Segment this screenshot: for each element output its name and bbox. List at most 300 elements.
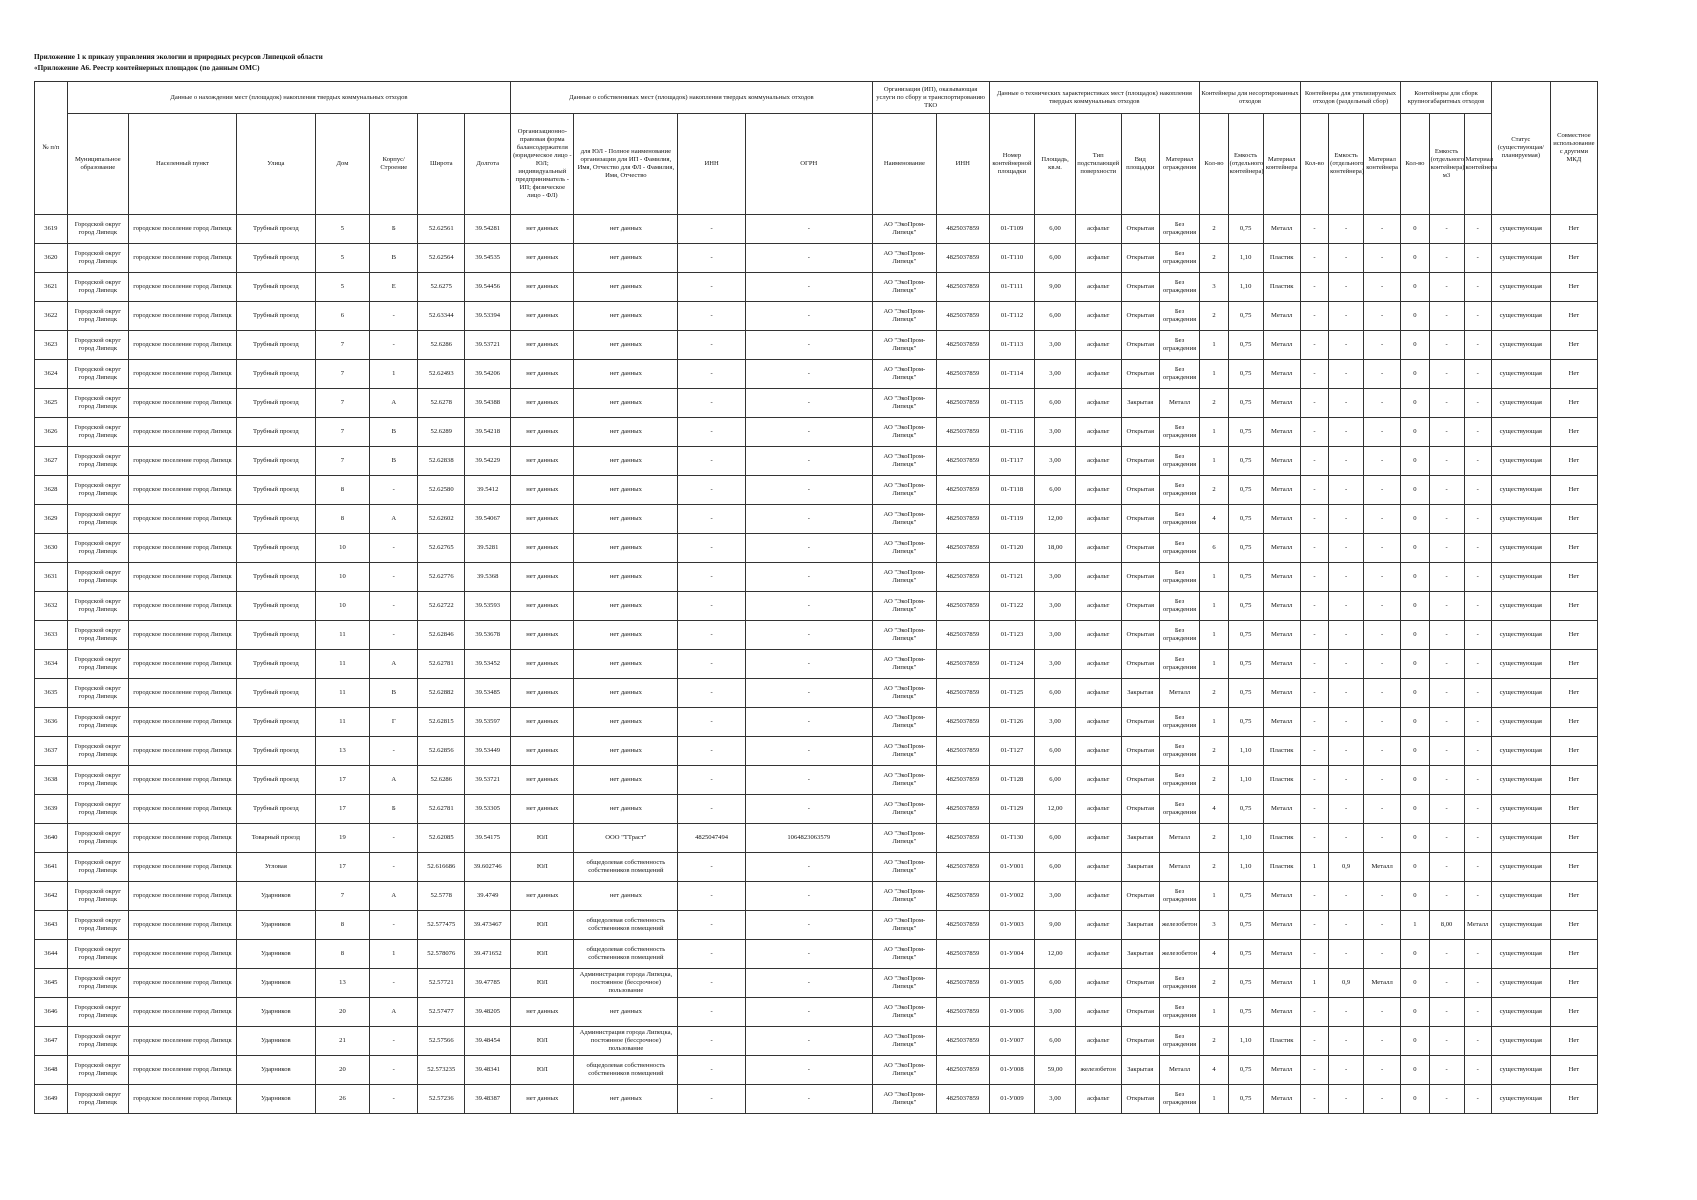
cell-operator-name: АО "ЭкоПром-Липецк"	[872, 679, 936, 708]
cell-unsorted-qty: 1	[1200, 563, 1228, 592]
cell-unsorted-material: Металл	[1263, 1085, 1300, 1114]
cell-bulky-volume: -	[1429, 795, 1464, 824]
col-recyclable-volume-header: Емкость (отдельного контейнера)	[1329, 114, 1364, 215]
cell-site-number: 01-Т123	[989, 621, 1035, 650]
cell-house: 19	[315, 824, 370, 853]
cell-bulky-qty: 0	[1401, 969, 1429, 998]
cell-settlement: городское поселение город Липецк	[128, 766, 236, 795]
cell-unsorted-qty: 1	[1200, 708, 1228, 737]
cell-legal-form: ЮЛ	[511, 911, 574, 940]
cell-building: В	[370, 447, 418, 476]
cell-settlement: городское поселение город Липецк	[128, 998, 236, 1027]
cell-operator-inn: 4825037859	[937, 853, 989, 882]
cell-area: 3,00	[1035, 418, 1075, 447]
cell-bulky-volume: -	[1429, 534, 1464, 563]
col-building-header: Корпус/Строение	[370, 114, 418, 215]
cell-street: Ударников	[237, 1056, 316, 1085]
cell-unsorted-material: Металл	[1263, 1056, 1300, 1085]
table-row	[35, 505, 1598, 534]
cell-status: существующая	[1491, 911, 1550, 940]
cell-recyclable-qty: -	[1300, 331, 1328, 360]
cell-operator-inn: 4825037859	[937, 273, 989, 302]
col-unsorted-volume-header: Емкость (отдельного контейнера)	[1228, 114, 1263, 215]
cell-recyclable-volume: -	[1329, 824, 1364, 853]
cell-municipality: Городской округ город Липецк	[67, 418, 128, 447]
cell-operator-name: АО "ЭкоПром-Липецк"	[872, 1056, 936, 1085]
cell-fence: Без ограждения	[1159, 650, 1199, 679]
cell-recyclable-qty: -	[1300, 505, 1328, 534]
cell-unsorted-volume: 0,75	[1228, 215, 1263, 244]
col-num-header: № п/п	[35, 82, 68, 215]
cell-surface: асфальт	[1075, 708, 1121, 737]
cell-latitude: 52.62564	[418, 244, 465, 273]
cell-num: 3635	[35, 679, 68, 708]
cell-site-type: Открытая	[1121, 505, 1159, 534]
cell-site-type: Открытая	[1121, 215, 1159, 244]
cell-latitude: 52.6278	[418, 389, 465, 418]
cell-fence: железобетон	[1159, 911, 1199, 940]
cell-latitude: 52.62765	[418, 534, 465, 563]
table-row	[35, 795, 1598, 824]
cell-building: А	[370, 650, 418, 679]
cell-unsorted-qty: 4	[1200, 940, 1228, 969]
cell-fence: Без ограждения	[1159, 998, 1199, 1027]
cell-bulky-material: -	[1464, 853, 1491, 882]
cell-num: 3623	[35, 331, 68, 360]
cell-status: существующая	[1491, 1085, 1550, 1114]
cell-site-type: Открытая	[1121, 592, 1159, 621]
cell-street: Трубный проезд	[237, 360, 316, 389]
cell-building: В	[370, 418, 418, 447]
cell-owner-name: Администрация города Липецка, постоянное (бессрочное) пользование	[574, 969, 678, 998]
cell-shared: Нет	[1550, 447, 1597, 476]
cell-recyclable-material: -	[1364, 592, 1401, 621]
cell-longitude: 39.53485	[465, 679, 511, 708]
cell-site-number: 01-Т118	[989, 476, 1035, 505]
col-shared-header: Совместное использование с другими МКД	[1550, 82, 1597, 215]
cell-owner-ogrn: -	[745, 476, 872, 505]
cell-operator-inn: 4825037859	[937, 969, 989, 998]
cell-latitude: 52.62561	[418, 215, 465, 244]
cell-site-type: Открытая	[1121, 621, 1159, 650]
cell-latitude: 52.62580	[418, 476, 465, 505]
cell-site-type: Открытая	[1121, 1085, 1159, 1114]
cell-owner-ogrn: -	[745, 766, 872, 795]
cell-bulky-volume: -	[1429, 215, 1464, 244]
cell-num: 3641	[35, 853, 68, 882]
cell-legal-form: ЮЛ	[511, 1056, 574, 1085]
cell-fence: железобетон	[1159, 940, 1199, 969]
cell-house: 8	[315, 911, 370, 940]
cell-bulky-qty: 0	[1401, 1056, 1429, 1085]
cell-surface: железобетон	[1075, 1056, 1121, 1085]
cell-status: существующая	[1491, 795, 1550, 824]
cell-recyclable-volume: -	[1329, 534, 1364, 563]
cell-recyclable-volume: 0,9	[1329, 969, 1364, 998]
cell-recyclable-qty: -	[1300, 302, 1328, 331]
cell-surface: асфальт	[1075, 882, 1121, 911]
cell-site-number: 01-Т109	[989, 215, 1035, 244]
cell-unsorted-volume: 0,75	[1228, 447, 1263, 476]
cell-fence: Без ограждения	[1159, 215, 1199, 244]
cell-house: 17	[315, 853, 370, 882]
cell-shared: Нет	[1550, 998, 1597, 1027]
cell-site-type: Открытая	[1121, 302, 1159, 331]
cell-legal-form: нет данных	[511, 476, 574, 505]
cell-surface: асфальт	[1075, 737, 1121, 766]
table-row	[35, 215, 1598, 244]
cell-num: 3642	[35, 882, 68, 911]
cell-municipality: Городской округ город Липецк	[67, 882, 128, 911]
cell-owner-ogrn: -	[745, 534, 872, 563]
cell-municipality: Городской округ город Липецк	[67, 331, 128, 360]
cell-site-number: 01-У006	[989, 998, 1035, 1027]
cell-operator-name: АО "ЭкоПром-Липецк"	[872, 505, 936, 534]
cell-area: 3,00	[1035, 650, 1075, 679]
cell-recyclable-qty: -	[1300, 389, 1328, 418]
col-municipality-header: Муниципальное образование	[67, 114, 128, 215]
cell-municipality: Городской округ город Липецк	[67, 534, 128, 563]
cell-area: 6,00	[1035, 1027, 1075, 1056]
cell-recyclable-material: -	[1364, 534, 1401, 563]
cell-bulky-material: -	[1464, 360, 1491, 389]
cell-owner-ogrn: -	[745, 389, 872, 418]
cell-owner-ogrn: -	[745, 679, 872, 708]
cell-municipality: Городской округ город Липецк	[67, 708, 128, 737]
cell-shared: Нет	[1550, 244, 1597, 273]
cell-legal-form: нет данных	[511, 708, 574, 737]
cell-num: 3621	[35, 273, 68, 302]
group-tech-header: Данные о технических характеристиках мест (площадок) накопления твердых коммунальных отходов	[989, 82, 1200, 114]
cell-unsorted-qty: 2	[1200, 679, 1228, 708]
cell-recyclable-material: -	[1364, 360, 1401, 389]
cell-area: 6,00	[1035, 244, 1075, 273]
cell-house: 11	[315, 650, 370, 679]
cell-legal-form: нет данных	[511, 273, 574, 302]
cell-num: 3620	[35, 244, 68, 273]
cell-bulky-material: -	[1464, 302, 1491, 331]
cell-recyclable-material: -	[1364, 621, 1401, 650]
cell-latitude: 52.62493	[418, 360, 465, 389]
cell-municipality: Городской округ город Липецк	[67, 679, 128, 708]
cell-surface: асфальт	[1075, 302, 1121, 331]
cell-recyclable-material: -	[1364, 215, 1401, 244]
cell-site-number: 01-У002	[989, 882, 1035, 911]
cell-owner-name: нет данных	[574, 679, 678, 708]
cell-street: Ударников	[237, 940, 316, 969]
cell-unsorted-qty: 3	[1200, 273, 1228, 302]
cell-operator-inn: 4825037859	[937, 505, 989, 534]
cell-shared: Нет	[1550, 302, 1597, 331]
cell-house: 7	[315, 882, 370, 911]
header-columns-row	[35, 114, 1598, 215]
cell-owner-ogrn: -	[745, 360, 872, 389]
cell-house: 7	[315, 389, 370, 418]
cell-owner-ogrn: -	[745, 737, 872, 766]
cell-unsorted-material: Пластик	[1263, 1027, 1300, 1056]
cell-owner-inn: -	[678, 940, 746, 969]
cell-site-number: 01-У001	[989, 853, 1035, 882]
cell-owner-inn: -	[678, 476, 746, 505]
cell-recyclable-qty: -	[1300, 1056, 1328, 1085]
cell-municipality: Городской округ город Липецк	[67, 215, 128, 244]
cell-area: 12,00	[1035, 795, 1075, 824]
cell-building: А	[370, 766, 418, 795]
cell-bulky-material: -	[1464, 795, 1491, 824]
cell-unsorted-material: Металл	[1263, 331, 1300, 360]
table-row	[35, 534, 1598, 563]
table-row	[35, 824, 1598, 853]
cell-num: 3619	[35, 215, 68, 244]
cell-settlement: городское поселение город Липецк	[128, 215, 236, 244]
cell-bulky-volume: -	[1429, 1085, 1464, 1114]
cell-bulky-material: -	[1464, 708, 1491, 737]
cell-house: 20	[315, 1056, 370, 1085]
col-house-header: Дом	[315, 114, 370, 215]
cell-recyclable-volume: -	[1329, 1085, 1364, 1114]
cell-longitude: 39.54281	[465, 215, 511, 244]
cell-owner-name: нет данных	[574, 360, 678, 389]
cell-recyclable-material: -	[1364, 650, 1401, 679]
cell-unsorted-volume: 0,75	[1228, 563, 1263, 592]
cell-site-type: Открытая	[1121, 360, 1159, 389]
cell-bulky-qty: 0	[1401, 273, 1429, 302]
table-row	[35, 389, 1598, 418]
cell-house: 21	[315, 1027, 370, 1056]
cell-bulky-qty: 0	[1401, 679, 1429, 708]
table-row	[35, 766, 1598, 795]
cell-recyclable-material: -	[1364, 708, 1401, 737]
cell-house: 13	[315, 737, 370, 766]
cell-recyclable-volume: -	[1329, 418, 1364, 447]
cell-num: 3647	[35, 1027, 68, 1056]
cell-operator-inn: 4825037859	[937, 418, 989, 447]
cell-longitude: 39.48341	[465, 1056, 511, 1085]
cell-house: 7	[315, 447, 370, 476]
cell-house: 8	[315, 940, 370, 969]
cell-unsorted-material: Металл	[1263, 505, 1300, 534]
cell-unsorted-volume: 0,75	[1228, 795, 1263, 824]
cell-municipality: Городской округ город Липецк	[67, 360, 128, 389]
cell-settlement: городское поселение город Липецк	[128, 824, 236, 853]
cell-settlement: городское поселение город Липецк	[128, 360, 236, 389]
cell-building: Г	[370, 708, 418, 737]
cell-site-type: Открытая	[1121, 708, 1159, 737]
cell-unsorted-qty: 1	[1200, 621, 1228, 650]
cell-bulky-material: -	[1464, 534, 1491, 563]
cell-owner-ogrn: -	[745, 215, 872, 244]
col-site-type-header: Вид площадки	[1121, 114, 1159, 215]
table-row	[35, 882, 1598, 911]
cell-bulky-qty: 0	[1401, 215, 1429, 244]
cell-recyclable-qty: -	[1300, 795, 1328, 824]
cell-area: 3,00	[1035, 998, 1075, 1027]
table-row	[35, 650, 1598, 679]
cell-owner-inn: -	[678, 795, 746, 824]
cell-house: 5	[315, 273, 370, 302]
cell-house: 8	[315, 505, 370, 534]
cell-owner-ogrn: -	[745, 882, 872, 911]
cell-unsorted-material: Металл	[1263, 882, 1300, 911]
cell-recyclable-qty: -	[1300, 940, 1328, 969]
table-row	[35, 476, 1598, 505]
cell-fence: Без ограждения	[1159, 1027, 1199, 1056]
cell-latitude: 52.5778	[418, 882, 465, 911]
cell-shared: Нет	[1550, 708, 1597, 737]
table-row	[35, 244, 1598, 273]
cell-owner-name: нет данных	[574, 708, 678, 737]
cell-operator-inn: 4825037859	[937, 911, 989, 940]
cell-street: Ударников	[237, 1027, 316, 1056]
cell-settlement: городское поселение город Липецк	[128, 389, 236, 418]
cell-owner-name: нет данных	[574, 737, 678, 766]
cell-longitude: 39.54229	[465, 447, 511, 476]
cell-owner-inn: -	[678, 447, 746, 476]
cell-unsorted-volume: 0,75	[1228, 302, 1263, 331]
cell-owner-inn: -	[678, 1085, 746, 1114]
cell-unsorted-volume: 1,10	[1228, 766, 1263, 795]
cell-owner-name: нет данных	[574, 1085, 678, 1114]
cell-unsorted-volume: 0,75	[1228, 998, 1263, 1027]
group-operator-header: Организация (ИП), оказывающая услуги по сбору и транспортированию ТКО	[872, 82, 989, 114]
cell-site-number: 01-Т116	[989, 418, 1035, 447]
cell-operator-name: АО "ЭкоПром-Липецк"	[872, 940, 936, 969]
cell-legal-form: нет данных	[511, 679, 574, 708]
cell-unsorted-volume: 1,10	[1228, 1027, 1263, 1056]
cell-site-number: 01-Т128	[989, 766, 1035, 795]
cell-owner-ogrn: -	[745, 650, 872, 679]
cell-house: 10	[315, 563, 370, 592]
cell-house: 11	[315, 621, 370, 650]
cell-owner-ogrn: -	[745, 998, 872, 1027]
cell-unsorted-material: Металл	[1263, 563, 1300, 592]
cell-site-number: 01-Т121	[989, 563, 1035, 592]
table-row	[35, 853, 1598, 882]
cell-street: Трубный проезд	[237, 737, 316, 766]
cell-unsorted-material: Металл	[1263, 998, 1300, 1027]
cell-fence: Без ограждения	[1159, 418, 1199, 447]
cell-unsorted-material: Металл	[1263, 476, 1300, 505]
cell-settlement: городское поселение город Липецк	[128, 650, 236, 679]
cell-operator-name: АО "ЭкоПром-Липецк"	[872, 389, 936, 418]
cell-status: существующая	[1491, 1027, 1550, 1056]
cell-recyclable-qty: -	[1300, 1027, 1328, 1056]
cell-site-number: 01-У009	[989, 1085, 1035, 1114]
cell-fence: Без ограждения	[1159, 882, 1199, 911]
cell-owner-inn: -	[678, 389, 746, 418]
cell-operator-inn: 4825037859	[937, 476, 989, 505]
cell-bulky-material: -	[1464, 824, 1491, 853]
cell-bulky-volume: -	[1429, 621, 1464, 650]
cell-recyclable-material: -	[1364, 505, 1401, 534]
cell-bulky-qty: 0	[1401, 447, 1429, 476]
cell-recyclable-volume: -	[1329, 273, 1364, 302]
cell-recyclable-volume: 0,9	[1329, 853, 1364, 882]
cell-bulky-volume: -	[1429, 1056, 1464, 1085]
cell-shared: Нет	[1550, 737, 1597, 766]
cell-owner-name: ООО "ТТраст"	[574, 824, 678, 853]
cell-owner-ogrn: -	[745, 1085, 872, 1114]
cell-unsorted-material: Металл	[1263, 215, 1300, 244]
cell-settlement: городское поселение город Липецк	[128, 621, 236, 650]
cell-owner-ogrn: -	[745, 621, 872, 650]
cell-municipality: Городской округ город Липецк	[67, 911, 128, 940]
cell-settlement: городское поселение город Липецк	[128, 911, 236, 940]
cell-unsorted-qty: 2	[1200, 389, 1228, 418]
cell-fence: Без ограждения	[1159, 447, 1199, 476]
col-street-header: Улица	[237, 114, 316, 215]
cell-operator-name: АО "ЭкоПром-Липецк"	[872, 998, 936, 1027]
caption-line-2: «Приложение А6. Реестр контейнерных площадок (по данным ОМС)	[34, 64, 260, 72]
table-row	[35, 708, 1598, 737]
cell-unsorted-qty: 4	[1200, 1056, 1228, 1085]
cell-unsorted-volume: 0,75	[1228, 911, 1263, 940]
cell-bulky-qty: 0	[1401, 737, 1429, 766]
cell-bulky-material: -	[1464, 592, 1491, 621]
cell-owner-ogrn: -	[745, 505, 872, 534]
cell-num: 3636	[35, 708, 68, 737]
cell-owner-inn: -	[678, 215, 746, 244]
cell-bulky-volume: -	[1429, 389, 1464, 418]
col-bulky-qty-header: Кол-во	[1401, 114, 1429, 215]
cell-status: существующая	[1491, 389, 1550, 418]
cell-bulky-volume: 8,00	[1429, 911, 1464, 940]
cell-area: 3,00	[1035, 447, 1075, 476]
cell-unsorted-volume: 0,75	[1228, 418, 1263, 447]
cell-surface: асфальт	[1075, 650, 1121, 679]
cell-operator-name: АО "ЭкоПром-Липецк"	[872, 244, 936, 273]
cell-street: Трубный проезд	[237, 679, 316, 708]
cell-shared: Нет	[1550, 215, 1597, 244]
cell-site-type: Открытая	[1121, 273, 1159, 302]
cell-bulky-material: -	[1464, 969, 1491, 998]
cell-site-type: Открытая	[1121, 795, 1159, 824]
cell-owner-name: общедолевая собственность собственников помещений	[574, 940, 678, 969]
cell-bulky-qty: 0	[1401, 1027, 1429, 1056]
table-row	[35, 418, 1598, 447]
cell-longitude: 39.54175	[465, 824, 511, 853]
cell-shared: Нет	[1550, 592, 1597, 621]
cell-bulky-material: -	[1464, 882, 1491, 911]
cell-recyclable-volume: -	[1329, 244, 1364, 273]
col-owner-ogrn-header: ОГРН	[745, 114, 872, 215]
cell-settlement: городское поселение город Липецк	[128, 331, 236, 360]
table-row	[35, 1027, 1598, 1056]
cell-municipality: Городской округ город Липецк	[67, 998, 128, 1027]
cell-site-number: 01-Т112	[989, 302, 1035, 331]
cell-owner-name: нет данных	[574, 795, 678, 824]
cell-fence: Без ограждения	[1159, 534, 1199, 563]
cell-recyclable-qty: -	[1300, 824, 1328, 853]
cell-fence: Без ограждения	[1159, 360, 1199, 389]
cell-site-type: Открытая	[1121, 476, 1159, 505]
cell-owner-name: нет данных	[574, 476, 678, 505]
cell-owner-name: общедолевая собственность собственников помещений	[574, 853, 678, 882]
cell-status: существующая	[1491, 505, 1550, 534]
cell-bulky-material: -	[1464, 737, 1491, 766]
cell-legal-form: ЮЛ	[511, 824, 574, 853]
cell-street: Трубный проезд	[237, 621, 316, 650]
cell-shared: Нет	[1550, 621, 1597, 650]
cell-operator-name: АО "ЭкоПром-Липецк"	[872, 592, 936, 621]
cell-bulky-volume: -	[1429, 360, 1464, 389]
cell-fence: Без ограждения	[1159, 708, 1199, 737]
cell-unsorted-qty: 1	[1200, 998, 1228, 1027]
cell-settlement: городское поселение город Липецк	[128, 795, 236, 824]
cell-owner-ogrn: -	[745, 1027, 872, 1056]
cell-num: 3643	[35, 911, 68, 940]
cell-status: существующая	[1491, 215, 1550, 244]
